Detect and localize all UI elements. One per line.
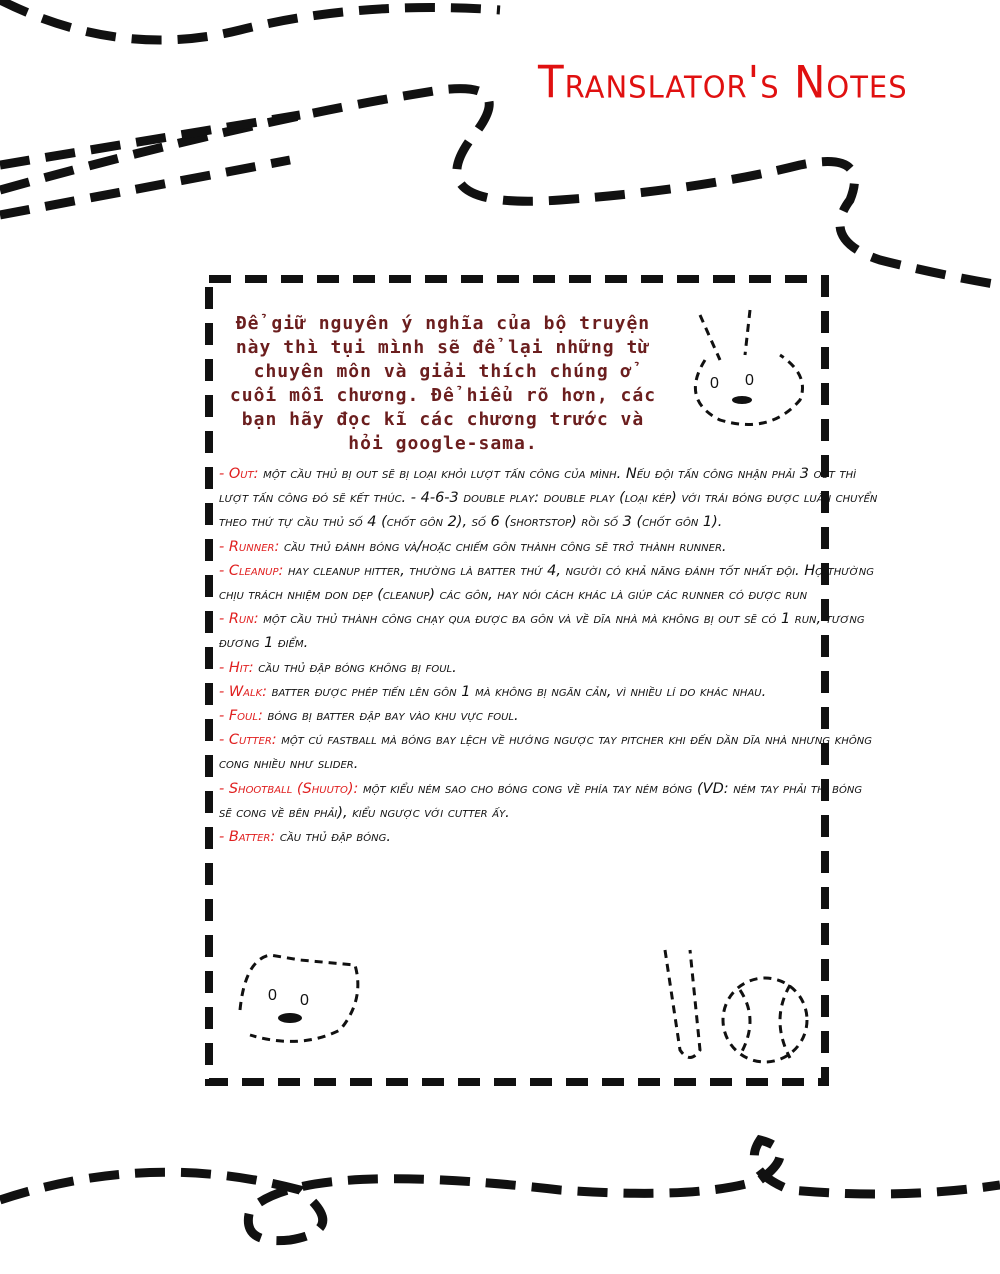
definition: hay cleanup hitter, thường là batter thứ 4, người có khả năng đánh tốt nhất đội. Họ thường chịu trách nhiệm don dẹp (cleanup) các gôn, hay nói cách khác là giúp các runner có được run (219, 562, 875, 604)
term: - Runner: (219, 538, 280, 555)
term: - Out: (219, 466, 259, 482)
term: - Run: (219, 611, 259, 628)
term: - Shootball (Shuuto): (219, 780, 359, 797)
definition: một kiểu ném sao cho bóng cong về phía tay ném bóng (VD: ném tay phải thì bóng sẽ cong về bên phải), kiểu ngược với cutter ấy. (219, 780, 863, 821)
svg-text:0: 0 (268, 987, 277, 1004)
definition: cầu thủ đánh bóng và/hoặc chiếm gôn thành công sẽ trở thành runner. (279, 538, 727, 555)
glossary-entry-batter (219, 825, 879, 849)
page-title: Translator's Notes (538, 56, 908, 109)
definition: bóng bị batter đập bay vào khu vực foul. (262, 708, 519, 725)
glossary-entry-hit (219, 656, 879, 680)
glossary-entry-foul (219, 704, 879, 728)
term: - Cleanup: (219, 562, 284, 579)
baseball-icon (723, 978, 807, 1062)
definition: một cầu thủ thành công chạy qua được ba gôn và về dĩa nhà mà không bị out sẽ có 1 run, tương đương 1 điểm. (219, 611, 865, 652)
glossary-entry-shootball (219, 777, 879, 825)
glossary-entry-walk (219, 680, 879, 704)
cat-icon (240, 955, 358, 1041)
term: - Batter: (219, 829, 276, 846)
definition: cầu thủ đập bóng. (275, 829, 391, 846)
dashed-curve-bottom (0, 1140, 1000, 1241)
intro-text: Để giữ nguyên ý nghĩa của bộ truyện này thì tụi mình sẽ để lại những từ chuyên môn và giải thích chúng ở cuối mỗi chương. Để hiểu rõ hơn, các bạn hãy đọc kĩ các chương trước và hỏi google-sama. (229, 313, 657, 454)
glossary-entry-cutter (219, 728, 879, 776)
dashed-curve-top-left (0, 0, 500, 40)
bunny-icon (695, 310, 802, 425)
baseball-bat-icon (665, 950, 700, 1058)
term: - Hit: (219, 659, 254, 676)
glossary-entry-run (219, 607, 879, 655)
term: - Walk: (219, 683, 268, 700)
definition: cầu thủ đập bóng không bị foul. (253, 659, 457, 676)
svg-text:0: 0 (710, 375, 719, 392)
definition: batter được phép tiến lên gôn 1 mà không bị ngăn cản, vì nhiều lí do khác nhau. (267, 683, 767, 700)
term: - Foul: (219, 708, 263, 725)
glossary-entry-out (219, 462, 879, 535)
svg-text:0: 0 (745, 372, 754, 389)
term: - Cutter: (219, 732, 277, 749)
glossary-entry-runner (219, 535, 879, 559)
dashed-lines-left (0, 115, 300, 165)
svg-text:0: 0 (300, 992, 309, 1009)
glossary-list (219, 462, 879, 849)
glossary-entry-cleanup (219, 559, 879, 607)
definition: một cú fastball mà bóng bay lệch về hướng ngược tay pitcher khi đến dần dĩa nhà nhưng không cong nhiều như slider. (219, 732, 872, 773)
definition: một cầu thủ bị out sẽ bị loại khỏi lượt tấn công của mình. Nếu đội tấn công nhận phải 3 out thì lượt tấn công đó sẽ kết thúc. - 4-6-3 double play: double play (loại kép) với trái bóng được luân chuyển theo thứ tự cầu thủ số 4 (chốt gôn 2), số 6 (shortstop) rồi số 3 (chốt gôn 1). (219, 466, 878, 531)
